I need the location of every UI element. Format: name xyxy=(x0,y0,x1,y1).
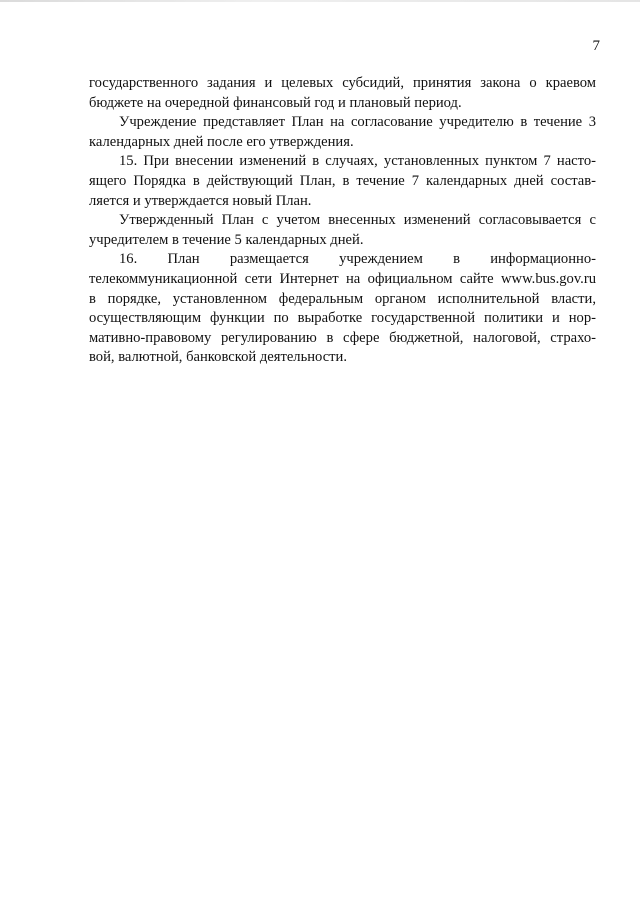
text-line: учредителем в течение 5 календарных дней. xyxy=(89,231,364,248)
text-line: вой, валютной, банковской деятельности. xyxy=(89,349,348,366)
paragraph-approval xyxy=(89,113,596,152)
document-body xyxy=(89,74,596,368)
text-line: 16. План размещается учреждением в информационно- xyxy=(119,251,596,268)
text-line: бюджете на очередной финансовый год и плановый период. xyxy=(89,94,462,111)
paragraph-item-16 xyxy=(89,250,596,368)
text-line: Утвержденный План с учетом внесенных изменений согласовывается с xyxy=(119,212,596,229)
scan-edge xyxy=(0,0,640,2)
page-number: 7 xyxy=(592,38,600,54)
paragraph-continuation xyxy=(89,74,596,113)
text-line: осуществляющим функции по выработке государственной политики и нор- xyxy=(89,310,596,327)
text-line: Учреждение представляет План на согласование учредителю в течение 3 xyxy=(119,114,596,131)
text-line: государственного задания и целевых субсидий, принятия закона о краевом xyxy=(89,75,596,91)
text-line: 15. При внесении изменений в случаях, установленных пунктом 7 насто- xyxy=(119,153,596,170)
text-line: календарных дней после его утверждения. xyxy=(89,133,354,150)
paragraph-approved-plan xyxy=(89,211,596,250)
text-line: мативно-правовому регулированию в сфере бюджетной, налоговой, страхо- xyxy=(89,329,596,346)
text-line: ящего Порядка в действующий План, в течение 7 календарных дней состав- xyxy=(89,172,596,189)
text-line: в порядке, установленном федеральным органом исполнительной власти, xyxy=(89,290,596,307)
text-line: ляется и утверждается новый План. xyxy=(89,192,312,209)
text-line: телекоммуникационной сети Интернет на официальном сайте www.bus.gov.ru xyxy=(89,270,596,287)
paragraph-item-15 xyxy=(89,152,596,211)
